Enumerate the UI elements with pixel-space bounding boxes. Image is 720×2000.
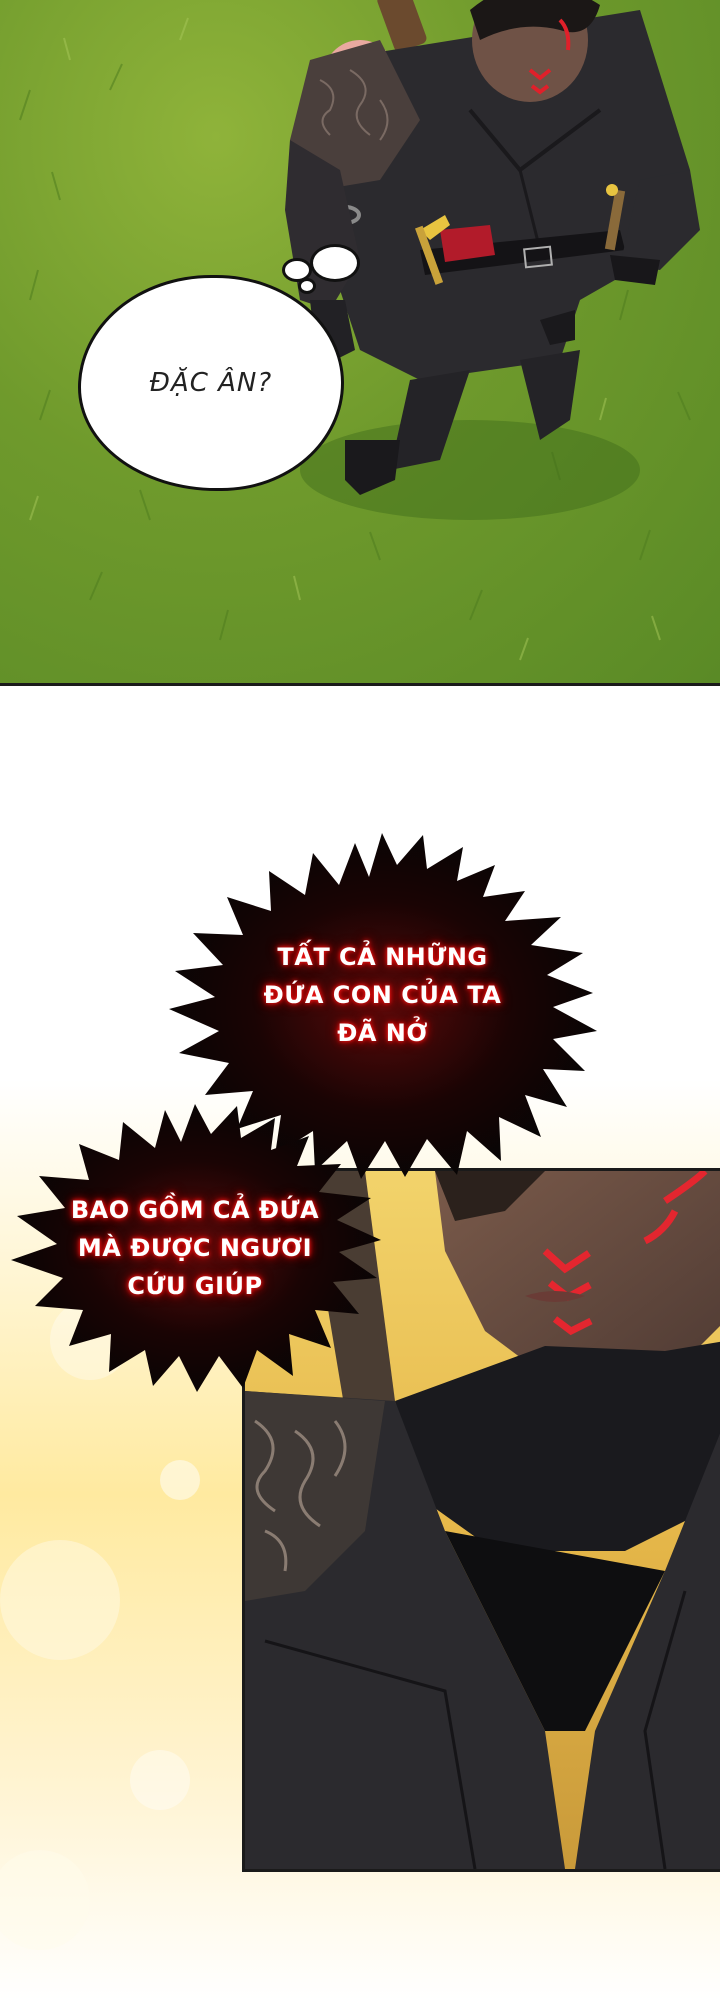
thought-bubble-dot-small	[298, 278, 316, 294]
bubble2-line-2: MÀ ĐƯỢC NGƯƠI	[77, 1234, 313, 1262]
thought-bubble-dot-large	[310, 244, 360, 282]
thought-bubble-text: ĐẶC ÂN?	[149, 368, 273, 398]
spiky-bubble-2-text	[45, 1178, 345, 1318]
top-panel	[0, 0, 720, 686]
bubble1-line-3: ĐÃ NỞ	[337, 1019, 428, 1047]
bubble2-line-1: BAO GỒM CẢ ĐỨA	[70, 1196, 320, 1224]
bubble1-line-1: TẤT CẢ NHỮNG	[277, 943, 488, 971]
spiky-bubble-1-text	[215, 920, 550, 1070]
bubble2-line-3: CỨU GIÚP	[127, 1272, 263, 1300]
bubble1-line-2: ĐỨA CON CỦA TA	[263, 981, 502, 1009]
thought-bubble	[78, 275, 344, 491]
